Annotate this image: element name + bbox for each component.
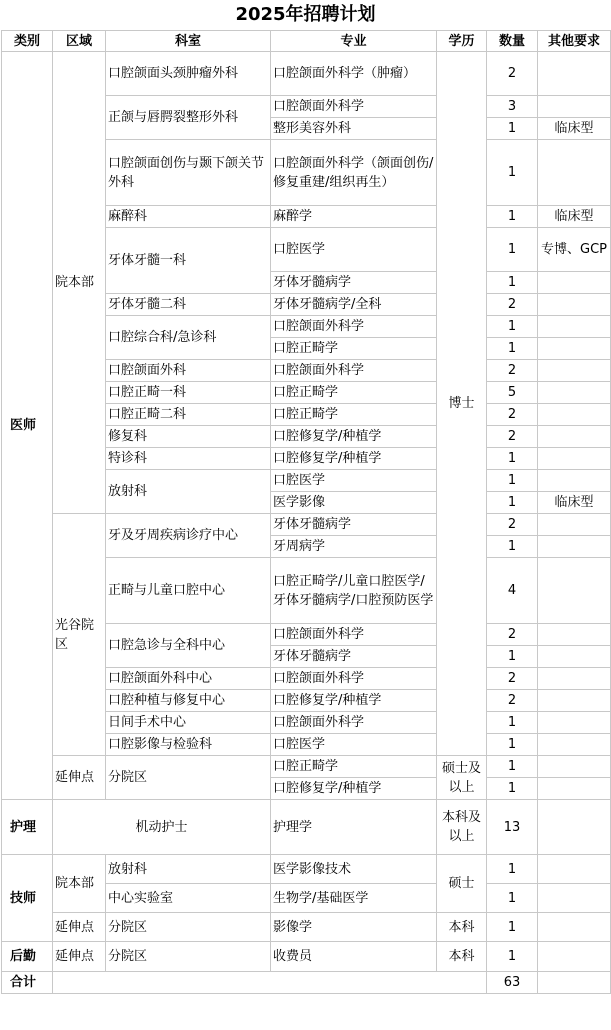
dept-cell: 口腔颌面头颈肿瘤外科 — [106, 52, 271, 96]
count-cell: 1 — [487, 272, 538, 294]
req-cell — [538, 800, 611, 855]
req-cell — [538, 668, 611, 690]
count-cell: 1 — [487, 118, 538, 140]
major-cell: 医学影像 — [271, 492, 437, 514]
req-cell — [538, 360, 611, 382]
req-cell — [538, 536, 611, 558]
req-cell — [538, 756, 611, 778]
table-row — [2, 514, 611, 536]
region-cell: 延伸点 — [53, 756, 106, 800]
req-cell — [538, 316, 611, 338]
dept-cell: 口腔颌面创伤与颞下颌关节外科 — [106, 140, 271, 206]
region-cell: 院本部 — [53, 52, 106, 514]
count-cell: 1 — [487, 646, 538, 668]
dept-cell: 口腔种植与修复中心 — [106, 690, 271, 712]
req-cell — [538, 96, 611, 118]
dept-cell: 牙体牙髓二科 — [106, 294, 271, 316]
req-cell — [538, 470, 611, 492]
dept-cell: 正颌与唇腭裂整形外科 — [106, 96, 271, 140]
degree-cell: 本科及以上 — [437, 800, 487, 855]
dept-cell: 口腔颌面外科 — [106, 360, 271, 382]
count-cell: 1 — [487, 778, 538, 800]
req-cell: 临床型 — [538, 118, 611, 140]
req-cell: 临床型 — [538, 492, 611, 514]
region-cell: 延伸点 — [53, 942, 106, 972]
major-cell: 影像学 — [271, 913, 437, 942]
req-cell — [538, 404, 611, 426]
req-cell — [538, 558, 611, 624]
major-cell: 麻醉学 — [271, 206, 437, 228]
dept-cell: 中心实验室 — [106, 884, 271, 913]
total-row — [2, 972, 611, 994]
dept-cell: 分院区 — [106, 913, 271, 942]
dept-cell: 麻醉科 — [106, 206, 271, 228]
count-cell: 1 — [487, 316, 538, 338]
major-cell: 口腔正畸学 — [271, 382, 437, 404]
count-cell: 2 — [487, 690, 538, 712]
req-cell — [538, 778, 611, 800]
degree-cell: 硕士 — [437, 855, 487, 913]
major-cell: 口腔修复学/种植学 — [271, 448, 437, 470]
dept-cell: 分院区 — [106, 756, 271, 800]
req-cell — [538, 140, 611, 206]
major-cell: 口腔修复学/种植学 — [271, 426, 437, 448]
req-cell — [538, 382, 611, 404]
major-cell: 整形美容外科 — [271, 118, 437, 140]
dept-cell: 修复科 — [106, 426, 271, 448]
major-cell: 口腔颌面外科学 — [271, 624, 437, 646]
count-cell: 1 — [487, 913, 538, 942]
dept-cell: 机动护士 — [53, 800, 271, 855]
count-cell: 2 — [487, 360, 538, 382]
region-cell: 延伸点 — [53, 913, 106, 942]
count-cell: 1 — [487, 855, 538, 884]
major-cell: 口腔颌面外科学 — [271, 668, 437, 690]
dept-cell: 口腔正畸二科 — [106, 404, 271, 426]
count-cell: 3 — [487, 96, 538, 118]
table-row — [2, 52, 611, 96]
header-cell: 数量 — [487, 31, 538, 52]
table-row — [2, 942, 611, 972]
header-cell: 其他要求 — [538, 31, 611, 52]
total-label: 合计 — [2, 972, 53, 994]
dept-cell: 正畸与儿童口腔中心 — [106, 558, 271, 624]
req-cell — [538, 712, 611, 734]
count-cell: 1 — [487, 206, 538, 228]
count-cell: 1 — [487, 712, 538, 734]
dept-cell: 特诊科 — [106, 448, 271, 470]
table-row — [2, 800, 611, 855]
req-cell — [538, 426, 611, 448]
dept-cell: 牙及牙周疾病诊疗中心 — [106, 514, 271, 558]
req-cell — [538, 624, 611, 646]
total-count: 63 — [487, 972, 538, 994]
major-cell: 口腔颌面外科学 — [271, 712, 437, 734]
major-cell: 牙体牙髓病学 — [271, 272, 437, 294]
major-cell: 口腔医学 — [271, 228, 437, 272]
total-spacer — [53, 972, 487, 994]
major-cell: 口腔颌面外科学 — [271, 360, 437, 382]
header-row — [2, 31, 611, 52]
count-cell: 1 — [487, 734, 538, 756]
req-cell — [538, 52, 611, 96]
table-row — [2, 913, 611, 942]
major-cell: 口腔颌面外科学 — [271, 96, 437, 118]
major-cell: 口腔颌面外科学（肿瘤） — [271, 52, 437, 96]
major-cell: 口腔颌面外科学 — [271, 316, 437, 338]
major-cell: 口腔正畸学 — [271, 404, 437, 426]
count-cell: 1 — [487, 448, 538, 470]
category-cell: 医师 — [2, 52, 53, 800]
req-cell — [538, 690, 611, 712]
table-row — [2, 855, 611, 884]
recruitment-table — [1, 30, 611, 994]
total-req — [538, 972, 611, 994]
count-cell: 1 — [487, 756, 538, 778]
count-cell: 2 — [487, 426, 538, 448]
dept-cell: 牙体牙髓一科 — [106, 228, 271, 294]
req-cell — [538, 734, 611, 756]
count-cell: 1 — [487, 492, 538, 514]
req-cell — [538, 942, 611, 972]
degree-cell: 本科 — [437, 942, 487, 972]
major-cell: 口腔颌面外科学（颌面创伤/修复重建/组织再生） — [271, 140, 437, 206]
req-cell — [538, 338, 611, 360]
req-cell — [538, 646, 611, 668]
major-cell: 牙体牙髓病学/全科 — [271, 294, 437, 316]
count-cell: 2 — [487, 668, 538, 690]
dept-cell: 口腔综合科/急诊科 — [106, 316, 271, 360]
req-cell: 专博、GCP — [538, 228, 611, 272]
category-cell: 护理 — [2, 800, 53, 855]
count-cell: 2 — [487, 624, 538, 646]
req-cell — [538, 884, 611, 913]
major-cell: 牙体牙髓病学 — [271, 514, 437, 536]
count-cell: 1 — [487, 942, 538, 972]
header-cell: 类别 — [2, 31, 53, 52]
major-cell: 口腔医学 — [271, 470, 437, 492]
major-cell: 牙周病学 — [271, 536, 437, 558]
header-cell: 科室 — [106, 31, 271, 52]
region-cell: 光谷院区 — [53, 514, 106, 756]
degree-cell: 硕士及以上 — [437, 756, 487, 800]
dept-cell: 日间手术中心 — [106, 712, 271, 734]
count-cell: 1 — [487, 536, 538, 558]
count-cell: 1 — [487, 884, 538, 913]
degree-cell: 本科 — [437, 913, 487, 942]
major-cell: 口腔正畸学 — [271, 756, 437, 778]
count-cell: 13 — [487, 800, 538, 855]
req-cell — [538, 514, 611, 536]
major-cell: 口腔修复学/种植学 — [271, 690, 437, 712]
dept-cell: 口腔颌面外科中心 — [106, 668, 271, 690]
major-cell: 生物学/基础医学 — [271, 884, 437, 913]
req-cell — [538, 855, 611, 884]
dept-cell: 口腔影像与检验科 — [106, 734, 271, 756]
count-cell: 1 — [487, 470, 538, 492]
req-cell: 临床型 — [538, 206, 611, 228]
region-cell: 院本部 — [53, 855, 106, 913]
count-cell: 4 — [487, 558, 538, 624]
major-cell: 护理学 — [271, 800, 437, 855]
count-cell: 2 — [487, 404, 538, 426]
major-cell: 收费员 — [271, 942, 437, 972]
header-cell: 区域 — [53, 31, 106, 52]
count-cell: 1 — [487, 140, 538, 206]
count-cell: 2 — [487, 294, 538, 316]
header-cell: 学历 — [437, 31, 487, 52]
major-cell: 口腔修复学/种植学 — [271, 778, 437, 800]
count-cell: 1 — [487, 338, 538, 360]
major-cell: 医学影像技术 — [271, 855, 437, 884]
req-cell — [538, 448, 611, 470]
category-cell: 后勤 — [2, 942, 53, 972]
degree-cell: 博士 — [437, 52, 487, 756]
req-cell — [538, 272, 611, 294]
count-cell: 1 — [487, 228, 538, 272]
dept-cell: 放射科 — [106, 470, 271, 514]
count-cell: 2 — [487, 514, 538, 536]
dept-cell: 口腔急诊与全科中心 — [106, 624, 271, 668]
header-cell: 专业 — [271, 31, 437, 52]
page-title: 2025年招聘计划 — [235, 4, 376, 25]
major-cell: 口腔医学 — [271, 734, 437, 756]
req-cell — [538, 913, 611, 942]
dept-cell: 分院区 — [106, 942, 271, 972]
dept-cell: 放射科 — [106, 855, 271, 884]
major-cell: 牙体牙髓病学 — [271, 646, 437, 668]
table-row — [2, 756, 611, 778]
dept-cell: 口腔正畸一科 — [106, 382, 271, 404]
major-cell: 口腔正畸学/儿童口腔医学/牙体牙髓病学/口腔预防医学 — [271, 558, 437, 624]
req-cell — [538, 294, 611, 316]
major-cell: 口腔正畸学 — [271, 338, 437, 360]
count-cell: 2 — [487, 52, 538, 96]
count-cell: 5 — [487, 382, 538, 404]
category-cell: 技师 — [2, 855, 53, 942]
